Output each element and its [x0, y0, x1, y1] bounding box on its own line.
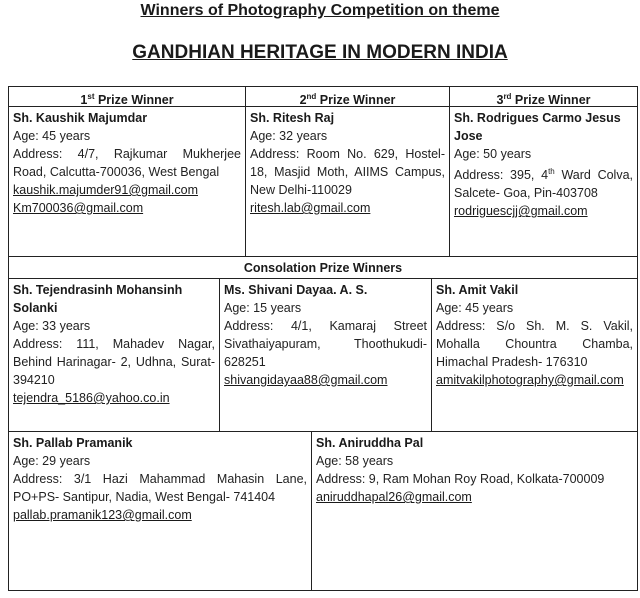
winner-name: Sh. Pallab Pramanik — [13, 436, 133, 450]
winner-name: Sh. Rodrigues Carmo Jesus Jose — [454, 111, 621, 143]
winner-address: Address: S/o Sh. M. S. Vakil, Mohalla Chountra Chamba, Himachal Pradesh- 176310 — [436, 319, 633, 369]
winner-address: Address: 4/7, Rajkumar Mukherjee Road, Calcutta-700036, West Bengal — [13, 147, 241, 179]
winner-address: Address: 3/1 Hazi Mahammad Mahasin Lane, PO+PS- Santipur, Nadia, West Bengal- 741404 — [13, 472, 307, 504]
winner-address — [454, 163, 633, 202]
winner-age: Age: 32 years — [250, 129, 328, 143]
header-num: 2 — [299, 93, 307, 108]
winner-address: Address: 9, Ram Mohan Roy Road, Kolkata-700009 — [316, 472, 605, 486]
winner-email-link[interactable]: ritesh.lab@gmail.com — [250, 201, 371, 215]
winner-email-link[interactable]: shivangidayaa88@gmail.com — [224, 373, 388, 387]
page-subheading: GANDHIAN HERITAGE IN MODERN INDIA — [132, 42, 508, 63]
winner-name: Sh. Aniruddha Pal — [316, 436, 424, 450]
second-prize-cell — [246, 107, 450, 257]
winner-name: Sh. Amit Vakil — [436, 283, 519, 297]
winners-table — [8, 86, 638, 591]
winner-age: Age: 50 years — [454, 147, 532, 161]
consolation-cell — [312, 432, 637, 590]
winner-age: Age: 45 years — [13, 129, 91, 143]
consolation-cell — [9, 279, 220, 432]
winner-email-link[interactable]: Km700036@gmail.com — [13, 201, 144, 215]
winner-age: Age: 29 years — [13, 454, 91, 468]
winner-age: Age: 15 years — [224, 301, 302, 315]
address-part: Ward Colva, Salcete- Goa, Pin-403708 — [454, 168, 634, 201]
winner-address: Address: Room No. 629, Hostel- 18, Masjid Moth, AIIMS Campus, New Delhi-110029 — [250, 147, 445, 197]
page-heading: Winners of Photography Competition on theme — [140, 2, 500, 19]
winner-age: Age: 45 years — [436, 301, 514, 315]
address-sup: th — [548, 167, 555, 176]
winner-age: Age: 58 years — [316, 454, 394, 468]
winner-name: Sh. Kaushik Majumdar — [13, 111, 148, 125]
winner-email-link[interactable]: rodriguescjj@gmail.com — [454, 204, 588, 219]
consolation-cell — [9, 432, 312, 590]
header-sup: nd — [306, 92, 317, 101]
second-prize-header — [246, 87, 450, 107]
header-num: 3 — [496, 93, 504, 108]
consolation-cell — [220, 279, 432, 432]
header-text: Prize Winner — [511, 93, 591, 108]
winner-email-link[interactable]: tejendra_5186@yahoo.co.in — [13, 391, 170, 405]
first-prize-cell — [9, 107, 246, 257]
winner-address: Address: 4/1, Kamaraj Street Sivathaiyapuram, Thoothukudi- 628251 — [224, 319, 427, 369]
header-text: Prize Winner — [316, 93, 396, 108]
third-prize-header — [450, 87, 637, 107]
third-prize-cell — [450, 107, 637, 257]
winner-email-link[interactable]: kaushik.majumder91@gmail.com — [13, 183, 198, 197]
winner-email-link[interactable]: pallab.pramanik123@gmail.com — [13, 508, 192, 522]
consolation-header: Consolation Prize Winners — [9, 257, 637, 279]
winner-name: Sh. Tejendrasinh Mohansinh Solanki — [13, 283, 183, 315]
first-prize-header — [9, 87, 246, 107]
header-num: 1 — [80, 93, 88, 108]
header-sup: st — [87, 92, 95, 101]
winner-email-link[interactable]: aniruddhapal26@gmail.com — [316, 490, 472, 504]
winner-address: Address: 111, Mahadev Nagar, Behind Harinagar- 2, Udhna, Surat- 394210 — [13, 337, 215, 387]
header-text: Prize Winner — [94, 93, 174, 108]
winner-name: Sh. Ritesh Raj — [250, 111, 335, 125]
winner-name: Ms. Shivani Dayaa. A. S. — [224, 283, 368, 297]
address-part: Address: 395, 4 — [454, 168, 549, 183]
consolation-cell — [432, 279, 637, 432]
winner-email-link[interactable]: amitvakilphotography@gmail.com — [436, 373, 624, 387]
header-sup: rd — [503, 92, 512, 101]
winner-age: Age: 33 years — [13, 319, 91, 333]
